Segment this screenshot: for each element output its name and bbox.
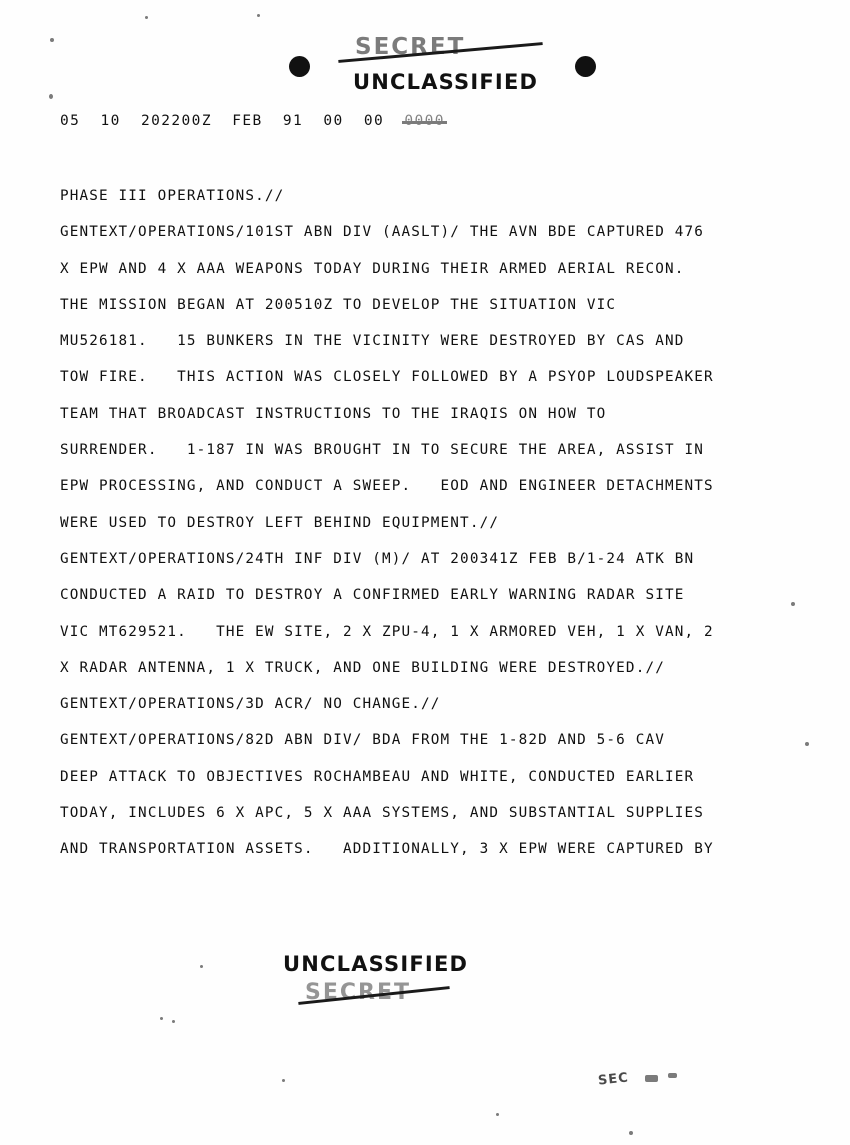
scan-speck (257, 14, 260, 17)
text-line: SURRENDER. 1-187 IN WAS BROUGHT IN TO SECURE THE AREA, ASSIST IN (60, 442, 704, 459)
text-line: PHASE III OPERATIONS.// (60, 188, 285, 204)
text-line: VIC MT629521. THE EW SITE, 2 X ZPU-4, 1 X ARMORED VEH, 1 X VAN, 2 (60, 623, 714, 640)
scan-speck (629, 1131, 633, 1135)
scan-speck (172, 1020, 175, 1023)
text-line: WERE USED TO DESTROY LEFT BEHIND EQUIPMENT.// (60, 514, 500, 531)
message-header-line (60, 113, 445, 129)
text-line: TOW FIRE. THIS ACTION WAS CLOSELY FOLLOWED BY A PSYOP LOUDSPEAKER (60, 369, 714, 386)
ink-smudge-bottom: SEC (597, 1070, 630, 1089)
secret-stamp-top: SECRET (355, 34, 466, 60)
text-line: GENTEXT/OPERATIONS/82D ABN DIV/ BDA FROM THE 1-82D AND 5-6 CAV (60, 732, 665, 749)
text-line: TODAY, INCLUDES 6 X APC, 5 X AAA SYSTEMS, AND SUBSTANTIAL SUPPLIES (60, 805, 704, 822)
text-line: THE MISSION BEGAN AT 200510Z TO DEVELOP THE SITUATION VIC (60, 296, 617, 313)
text-line: GENTEXT/OPERATIONS/3D ACR/ NO CHANGE.// (60, 696, 441, 713)
scan-speck (805, 742, 809, 746)
unclassified-stamp-top: UNCLASSIFIED (353, 70, 539, 94)
scan-speck (282, 1079, 285, 1082)
top-classification-banner (0, 18, 850, 94)
text-line: X EPW AND 4 X AAA WEAPONS TODAY DURING THEIR ARMED AERIAL RECON. (60, 260, 685, 277)
text-line: DEEP ATTACK TO OBJECTIVES ROCHAMBEAU AND WHITE, CONDUCTED EARLIER (60, 768, 695, 785)
text-line: MU526181. 15 BUNKERS IN THE VICINITY WERE DESTROYED BY CAS AND (60, 333, 685, 350)
punch-hole-mark-left (289, 56, 310, 77)
redacted-field: 0000 (404, 113, 445, 129)
scan-speck (668, 1073, 677, 1078)
text-line: AND TRANSPORTATION ASSETS. ADDITIONALLY, 3 X EPW WERE CAPTURED BY (60, 841, 714, 858)
scan-speck (50, 38, 54, 42)
document-body (60, 178, 790, 868)
punch-hole-mark-right (575, 56, 596, 77)
text-line: EPW PROCESSING, AND CONDUCT A SWEEP. EOD AND ENGINEER DETACHMENTS (60, 478, 714, 495)
text-line: X RADAR ANTENNA, 1 X TRUCK, AND ONE BUILDING WERE DESTROYED.// (60, 659, 665, 676)
scan-speck (496, 1113, 499, 1116)
text-line: TEAM THAT BROADCAST INSTRUCTIONS TO THE IRAQIS ON HOW TO (60, 405, 607, 422)
bottom-classification-banner (0, 952, 850, 1022)
scan-speck (200, 965, 203, 968)
scan-speck (49, 94, 53, 99)
scan-speck (145, 16, 148, 19)
scan-speck (160, 1017, 163, 1020)
secret-stamp-bottom: SECRET (305, 980, 411, 1005)
text-line: GENTEXT/OPERATIONS/101ST ABN DIV (AASLT)/ THE AVN BDE CAPTURED 476 (60, 224, 704, 241)
text-line: CONDUCTED A RAID TO DESTROY A CONFIRMED EARLY WARNING RADAR SITE (60, 587, 685, 604)
header-prefix: 05 10 202200Z FEB 91 00 00 (60, 113, 405, 129)
scan-speck (791, 602, 795, 606)
scan-speck (645, 1075, 658, 1082)
text-line: GENTEXT/OPERATIONS/24TH INF DIV (M)/ AT 200341Z FEB B/1-24 ATK BN (60, 550, 695, 567)
unclassified-stamp-bottom: UNCLASSIFIED (283, 952, 469, 976)
